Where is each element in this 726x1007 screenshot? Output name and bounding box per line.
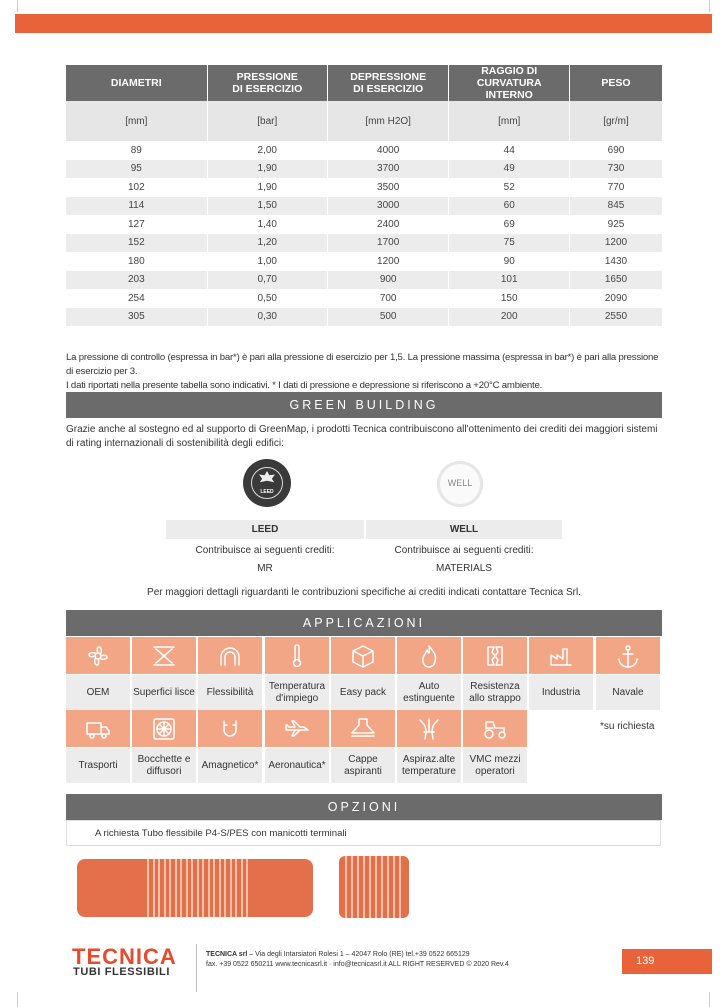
surface-icon bbox=[132, 637, 196, 674]
crop-mark bbox=[709, 992, 710, 1007]
hose-rib bbox=[153, 859, 155, 917]
table-cell: 89 bbox=[66, 141, 207, 160]
hose-rib bbox=[158, 859, 160, 917]
hose-rib bbox=[393, 856, 395, 918]
table-header: DIAMETRI bbox=[66, 65, 207, 101]
hose-rib bbox=[387, 856, 389, 918]
application-label: Superfici lisce bbox=[132, 675, 196, 710]
unit-cell: [gr/m] bbox=[570, 101, 663, 141]
hose-rib bbox=[197, 859, 199, 917]
hose-rib bbox=[363, 856, 365, 918]
hood-icon bbox=[331, 710, 395, 747]
table-row bbox=[66, 197, 663, 216]
table-cell: 1200 bbox=[327, 252, 448, 271]
table-row bbox=[66, 252, 663, 271]
application-label: Industria bbox=[529, 675, 593, 710]
application-label: Trasporti bbox=[66, 748, 130, 783]
application-label: Amagnetico* bbox=[198, 748, 262, 783]
well-logo-text: WELL bbox=[447, 478, 473, 488]
table-row bbox=[66, 178, 663, 197]
table-row bbox=[66, 160, 663, 179]
table-cell: 254 bbox=[66, 289, 207, 308]
table-cell: 49 bbox=[449, 160, 570, 179]
hose-rib bbox=[224, 859, 226, 917]
table-cell: 925 bbox=[570, 215, 663, 234]
green-intro: Grazie anche al sostegno ed al supporto di GreenMap, i prodotti Tecnica contribuiscono all'ottenimento dei crediti dei maggiori sistemi di rating internazionali di sostenibilità degli edifici: bbox=[66, 424, 658, 449]
hose-rib bbox=[241, 859, 243, 917]
hose-rib bbox=[399, 856, 401, 918]
table-row bbox=[66, 234, 663, 253]
table-cell: 102 bbox=[66, 178, 207, 197]
tear-icon bbox=[463, 637, 527, 674]
table-cell: 3500 bbox=[327, 178, 448, 197]
table-cell: 150 bbox=[449, 289, 570, 308]
table-cell: 1,90 bbox=[207, 160, 327, 179]
hose-rib bbox=[186, 859, 188, 917]
factory-icon bbox=[529, 637, 593, 674]
table-cell: 3700 bbox=[327, 160, 448, 179]
table-cell: 845 bbox=[570, 197, 663, 216]
application-label: Resistenza allo strappo bbox=[463, 675, 527, 710]
note-line-1: La pressione di controllo (espressa in bar*) è pari alla pressione di esercizio per 1,5. La pressione massima (espressa in bar*) è pari alla pressione di esercizio per 3. bbox=[66, 352, 659, 377]
fan-icon bbox=[66, 637, 130, 674]
application-label: Flessibilità bbox=[198, 675, 262, 710]
table-cell: 1,20 bbox=[207, 234, 327, 253]
table-row bbox=[66, 141, 663, 160]
application-label: Cappe aspiranti bbox=[331, 748, 395, 783]
table-cell: 2090 bbox=[570, 289, 663, 308]
table-cell: 52 bbox=[449, 178, 570, 197]
hose-rib bbox=[169, 859, 171, 917]
table-cell: 1,90 bbox=[207, 178, 327, 197]
opzioni-header: OPZIONI bbox=[66, 794, 662, 820]
table-cell: 0,30 bbox=[207, 308, 327, 327]
application-label: Aspiraz.alte temperature bbox=[397, 748, 461, 783]
leed-contrib: Contribuisce ai seguenti crediti: bbox=[195, 545, 335, 556]
hose-rib bbox=[164, 859, 166, 917]
table-cell: 770 bbox=[570, 178, 663, 197]
green-building-header: GREEN BUILDING bbox=[66, 392, 662, 418]
applicazioni-header: APPLICAZIONI bbox=[66, 610, 662, 636]
leed-header: LEED bbox=[166, 520, 364, 539]
footer-address: TECNICA srl – Via degli Intarsiatori Rolesi 1 – 42047 Rolo (RE) tel.+39 0522 665129 bbox=[206, 951, 470, 958]
unit-cell: [mm H2O] bbox=[327, 101, 448, 141]
box-icon bbox=[331, 637, 395, 674]
well-logo bbox=[437, 461, 483, 507]
table-row bbox=[66, 215, 663, 234]
hose-rib bbox=[175, 859, 177, 917]
hose-rib bbox=[246, 859, 248, 917]
table-cell: 1,50 bbox=[207, 197, 327, 216]
spec-table bbox=[66, 65, 663, 326]
tecnica-logo: TECNICA bbox=[72, 944, 177, 969]
table-cell: 95 bbox=[66, 160, 207, 179]
leed-logo bbox=[243, 459, 291, 507]
table-cell: 1700 bbox=[327, 234, 448, 253]
table-cell: 114 bbox=[66, 197, 207, 216]
table-cell: 152 bbox=[66, 234, 207, 253]
table-cell: 2400 bbox=[327, 215, 448, 234]
application-label: Navale bbox=[596, 675, 660, 710]
flex-hose-icon bbox=[198, 637, 262, 674]
hose-rib bbox=[191, 859, 193, 917]
crop-mark bbox=[709, 0, 710, 12]
hose-rib bbox=[351, 856, 353, 918]
table-cell: 69 bbox=[449, 215, 570, 234]
hose-rib bbox=[369, 856, 371, 918]
table-cell: 2,00 bbox=[207, 141, 327, 160]
hose-rib bbox=[375, 856, 377, 918]
hose-rib bbox=[357, 856, 359, 918]
anchor-icon bbox=[596, 637, 660, 674]
table-cell: 4000 bbox=[327, 141, 448, 160]
page-number: 139 bbox=[622, 949, 712, 974]
table-cell: 44 bbox=[449, 141, 570, 160]
footer-contacts: fax. +39 0522 650211 www.tecnicasrl.it · info@tecnicasrl.it ALL RIGHT RESERVED © 2020 Rev.4 bbox=[206, 961, 509, 968]
hose-rib bbox=[219, 859, 221, 917]
hose-image-long bbox=[77, 859, 313, 917]
truck-icon bbox=[66, 710, 130, 747]
opzioni-text: A richiesta Tubo flessibile P4-S/PES con manicotti terminali bbox=[66, 820, 661, 846]
crop-mark bbox=[17, 0, 18, 12]
airplane-icon bbox=[265, 710, 329, 747]
footer-company: TECNICA srl bbox=[206, 951, 248, 958]
table-cell: 500 bbox=[327, 308, 448, 327]
hose-rib bbox=[213, 859, 215, 917]
table-cell: 60 bbox=[449, 197, 570, 216]
well-credit: MATERIALS bbox=[436, 563, 492, 574]
table-cell: 690 bbox=[570, 141, 663, 160]
table-row bbox=[66, 289, 663, 308]
table-cell: 1430 bbox=[570, 252, 663, 271]
table-cell: 127 bbox=[66, 215, 207, 234]
table-cell: 0,70 bbox=[207, 271, 327, 290]
table-header: DEPRESSIONE DI ESERCIZIO bbox=[327, 65, 448, 101]
table-row bbox=[66, 271, 663, 290]
hose-rib bbox=[381, 856, 383, 918]
well-header: WELL bbox=[366, 520, 562, 539]
application-label: Auto estinguente bbox=[397, 675, 461, 710]
crop-mark bbox=[17, 992, 18, 1007]
well-contrib: Contribuisce ai seguenti crediti: bbox=[394, 545, 534, 556]
thermometer-icon bbox=[265, 637, 329, 674]
table-cell: 700 bbox=[327, 289, 448, 308]
green-more-info: Per maggiori dettagli riguardanti le contribuzioni specifiche ai crediti indicati contattare Tecnica Srl. bbox=[147, 587, 581, 598]
flame-icon bbox=[397, 637, 461, 674]
table-cell: 730 bbox=[570, 160, 663, 179]
tractor-icon bbox=[463, 710, 527, 747]
table-header: PRESSIONE DI ESERCIZIO bbox=[207, 65, 327, 101]
table-cell: 1,00 bbox=[207, 252, 327, 271]
hose-image-short bbox=[339, 856, 409, 918]
table-cell: 3000 bbox=[327, 197, 448, 216]
table-cell: 305 bbox=[66, 308, 207, 327]
footer-divider bbox=[196, 944, 197, 992]
hose-rib bbox=[208, 859, 210, 917]
application-label: OEM bbox=[66, 675, 130, 710]
hose-rib bbox=[230, 859, 232, 917]
table-header: PESO bbox=[570, 65, 663, 101]
application-label: Temperatura d'impiego bbox=[265, 675, 329, 710]
application-label: Easy pack bbox=[331, 675, 395, 710]
note-line-2: I dati riportati nella presente tabella sono indicativi. * I dati di pressione e depressione si riferiscono a +20°C ambiente. bbox=[66, 380, 543, 391]
table-note bbox=[66, 351, 666, 393]
hose-rib bbox=[202, 859, 204, 917]
table-row bbox=[66, 308, 663, 327]
table-cell: 1650 bbox=[570, 271, 663, 290]
table-cell: 1,40 bbox=[207, 215, 327, 234]
suction-icon bbox=[397, 710, 461, 747]
unit-cell: [mm] bbox=[449, 101, 570, 141]
application-label: VMC mezzi operatori bbox=[463, 748, 527, 783]
leed-credit: MR bbox=[257, 563, 273, 574]
magnet-icon bbox=[198, 710, 262, 747]
hose-rib bbox=[180, 859, 182, 917]
hose-rib bbox=[235, 859, 237, 917]
application-label: Aeronautica* bbox=[265, 748, 329, 783]
table-cell: 2550 bbox=[570, 308, 663, 327]
vent-icon bbox=[132, 710, 196, 747]
table-cell: 203 bbox=[66, 271, 207, 290]
table-header: RAGGIO DI CURVATURA INTERNO bbox=[449, 65, 570, 101]
table-cell: 101 bbox=[449, 271, 570, 290]
table-cell: 900 bbox=[327, 271, 448, 290]
tecnica-logo-subtitle: TUBI FLESSIBILI bbox=[73, 966, 170, 978]
unit-cell: [mm] bbox=[66, 101, 207, 141]
table-cell: 90 bbox=[449, 252, 570, 271]
table-cell: 1200 bbox=[570, 234, 663, 253]
su-richiesta-note: *su richiesta bbox=[600, 721, 655, 732]
leed-logo-text: LEED bbox=[260, 489, 274, 495]
table-cell: 0,50 bbox=[207, 289, 327, 308]
top-accent-bar bbox=[15, 14, 712, 33]
hose-rib bbox=[147, 859, 149, 917]
application-label: Bocchette e diffusori bbox=[132, 748, 196, 783]
table-cell: 75 bbox=[449, 234, 570, 253]
hose-rib bbox=[345, 856, 347, 918]
table-cell: 200 bbox=[449, 308, 570, 327]
unit-cell: [bar] bbox=[207, 101, 327, 141]
table-cell: 180 bbox=[66, 252, 207, 271]
